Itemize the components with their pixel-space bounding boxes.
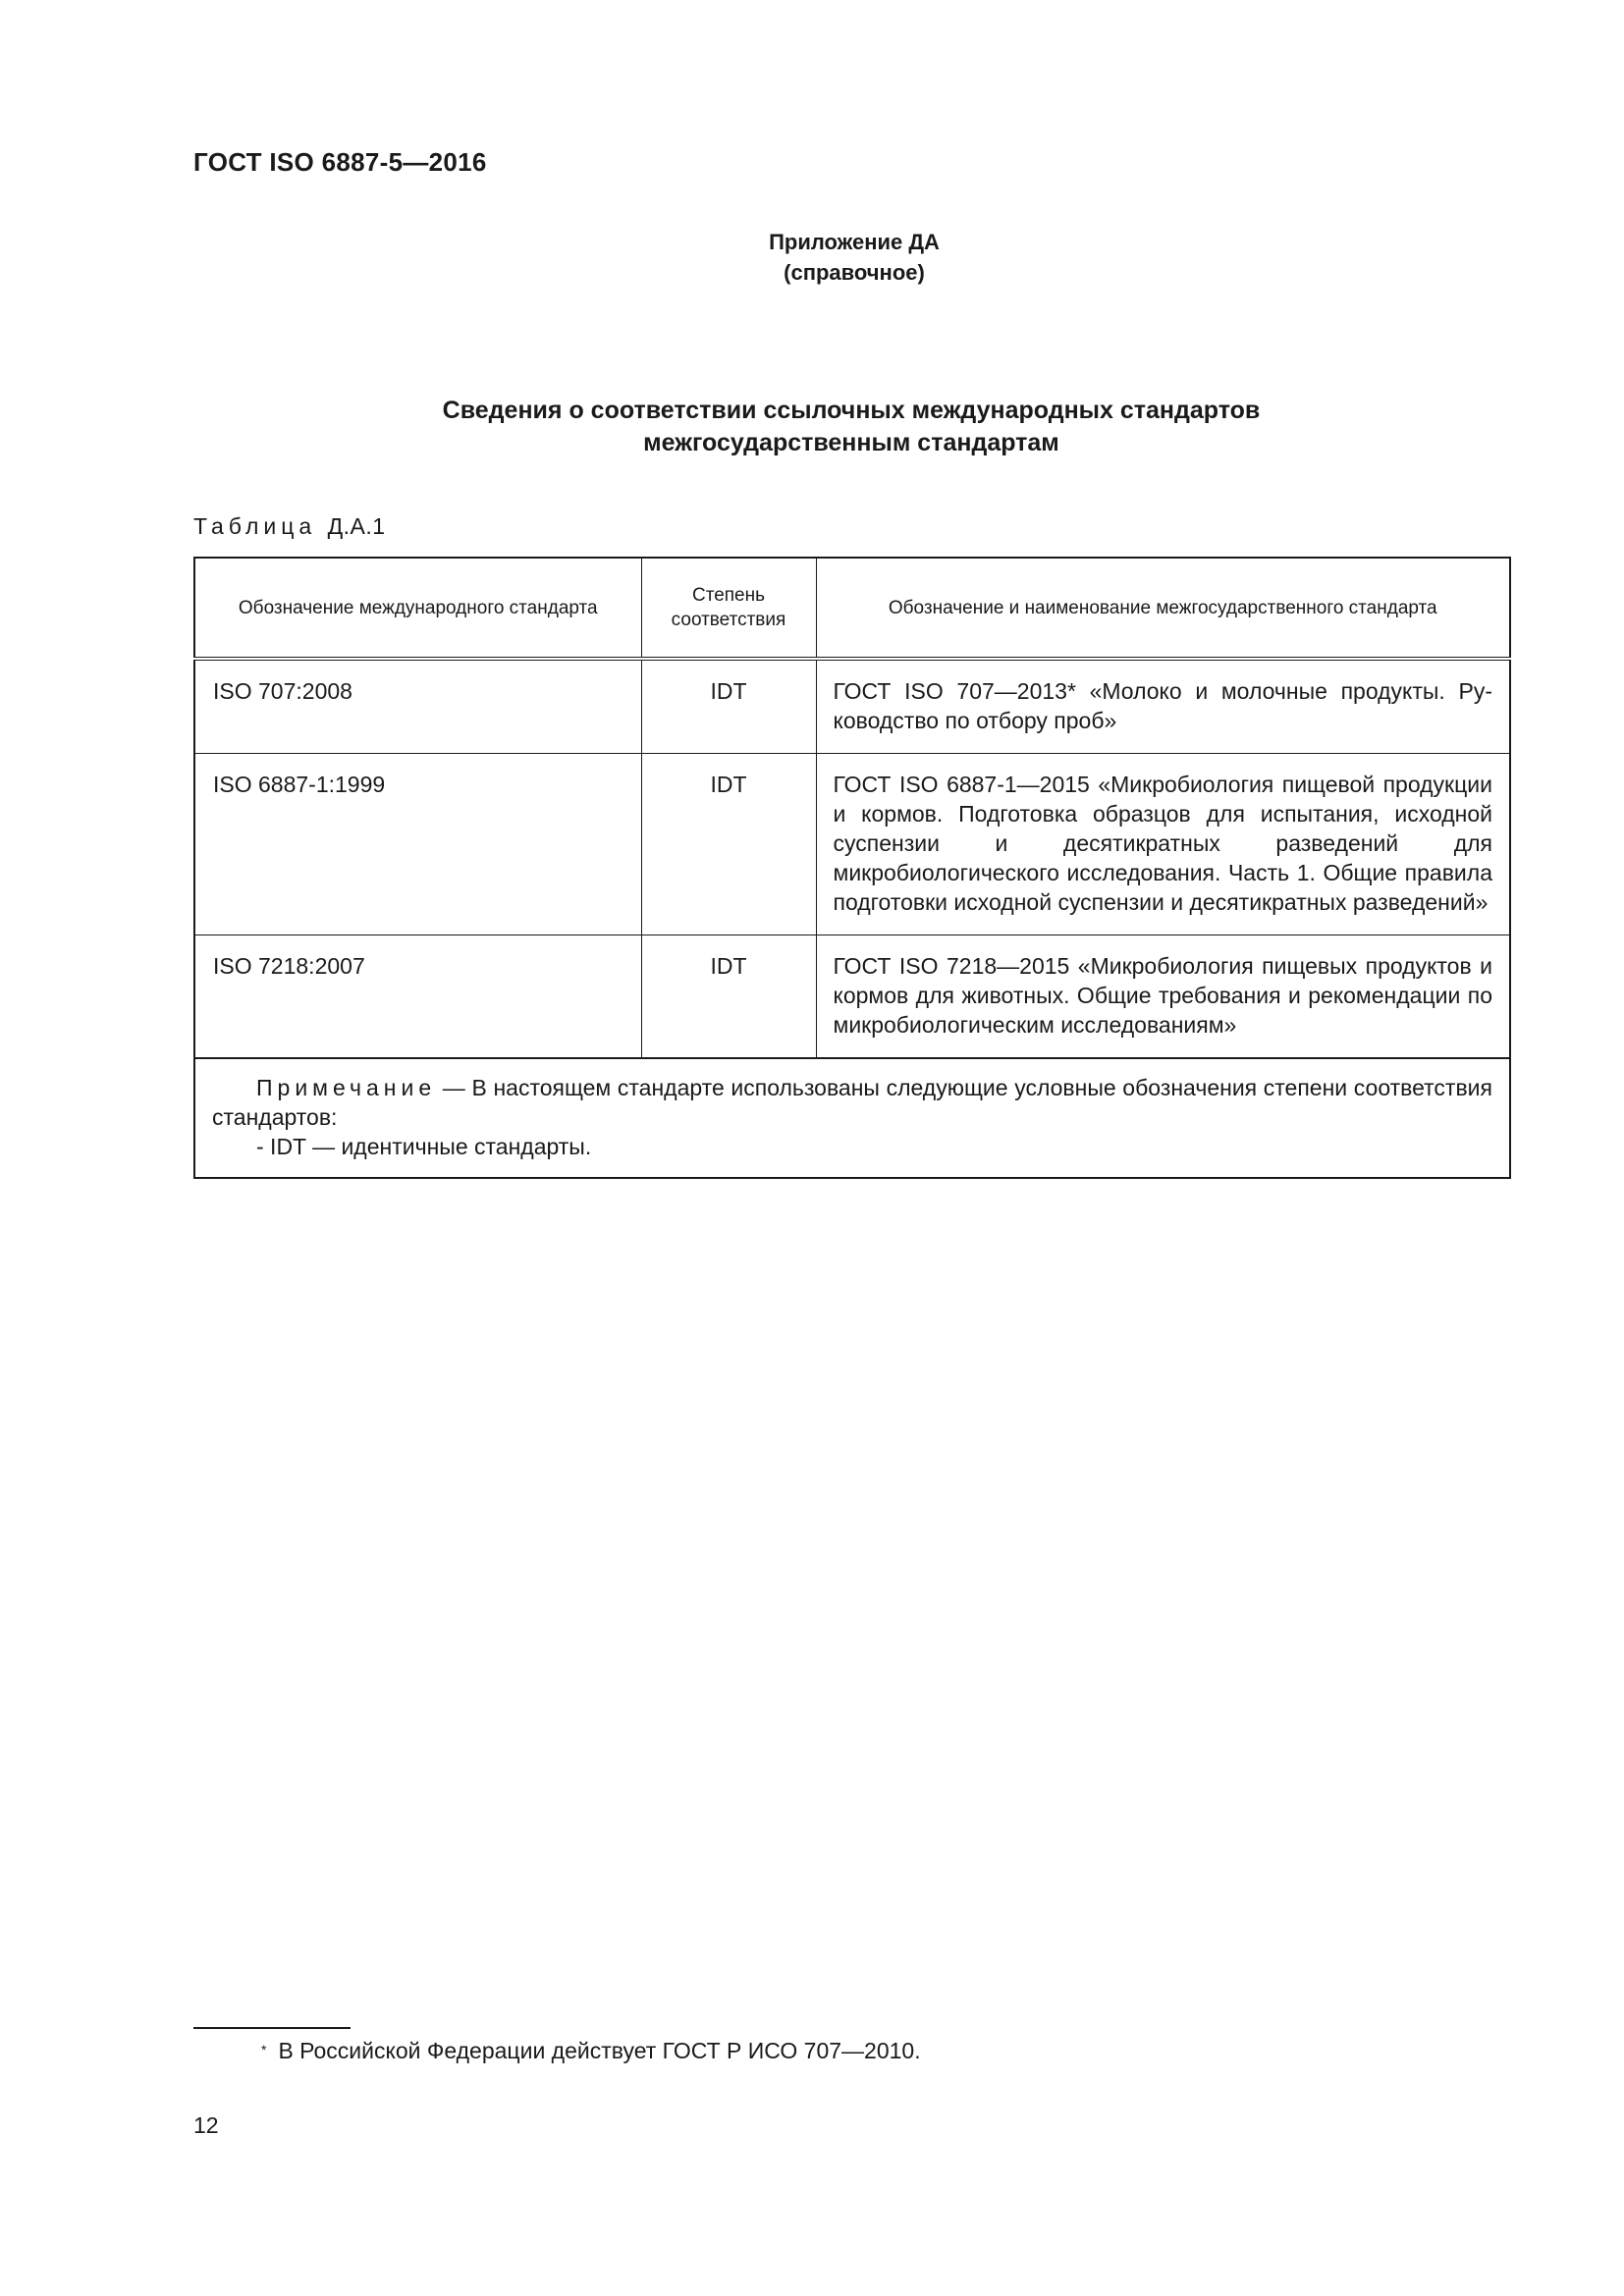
note-paragraph — [212, 1073, 1492, 1132]
header-national-standard: Обозначение и наименование межгосударственного стандарта — [816, 558, 1510, 659]
footnote-text: В Российской Федерации действует ГОСТ Р ИСО 707—2010. — [278, 2038, 921, 2063]
cell-national: ГОСТ ISO 707—2013* «Молоко и молочные продукты. Руководство по отбору проб» — [816, 659, 1510, 754]
table-row — [194, 754, 1510, 935]
header-degree: Степень соответствия — [641, 558, 816, 659]
section-title — [193, 395, 1509, 459]
note-item: - IDT — идентичные стандарты. — [256, 1134, 592, 1159]
note-text: — В настоящем стандарте использованы следующие условные обозначения степени соответствия стандартов: — [212, 1075, 1492, 1130]
cell-international: ISO 707:2008 — [194, 659, 641, 754]
annex-title: Приложение ДА — [769, 230, 940, 254]
footnote — [261, 2038, 921, 2064]
cell-degree: IDT — [641, 659, 816, 754]
table-row — [194, 659, 1510, 754]
table-caption — [193, 513, 386, 540]
table-row — [194, 935, 1510, 1059]
cell-national: ГОСТ ISO 7218—2015 «Микробиология пищевых продуктов и кормов для животных. Общие требования и рекомендации по микробиологическим исследованиям» — [816, 935, 1510, 1059]
cell-national: ГОСТ ISO 6887-1—2015 «Микробиология пищевой продукции и кормов. Подготовка образцов для испытания, исходной суспензии и десятикратных разведений для микробиологического исследования. Часть 1. Общие правила подготовки исходной суспензии и десятикратных разведений» — [816, 754, 1510, 935]
section-title-line-1: Сведения о соответствии ссылочных международных стандартов — [442, 397, 1261, 424]
section-title-line-2: межгосударственным стандартам — [643, 429, 1059, 456]
annex-heading — [0, 227, 1624, 288]
correspondence-table — [193, 557, 1511, 1179]
table-note — [194, 1058, 1510, 1178]
header-international-standard: Обозначение международного стандарта — [194, 558, 641, 659]
table-header-row — [194, 558, 1510, 659]
footnote-mark: * — [261, 2042, 267, 2057]
cell-degree: IDT — [641, 935, 816, 1059]
page-number: 12 — [193, 2112, 219, 2138]
cell-international: ISO 7218:2007 — [194, 935, 641, 1059]
annex-status: (справочное) — [784, 260, 925, 285]
cell-international: ISO 6887-1:1999 — [194, 754, 641, 935]
footnote-rule — [193, 2027, 351, 2029]
document-code: ГОСТ ISO 6887-5—2016 — [193, 147, 487, 177]
cell-degree: IDT — [641, 754, 816, 935]
table-caption-label: Таблица — [193, 513, 317, 539]
table-note-row — [194, 1058, 1510, 1178]
note-label: Примечание — [256, 1075, 437, 1100]
table-caption-number: Д.А.1 — [327, 513, 386, 539]
